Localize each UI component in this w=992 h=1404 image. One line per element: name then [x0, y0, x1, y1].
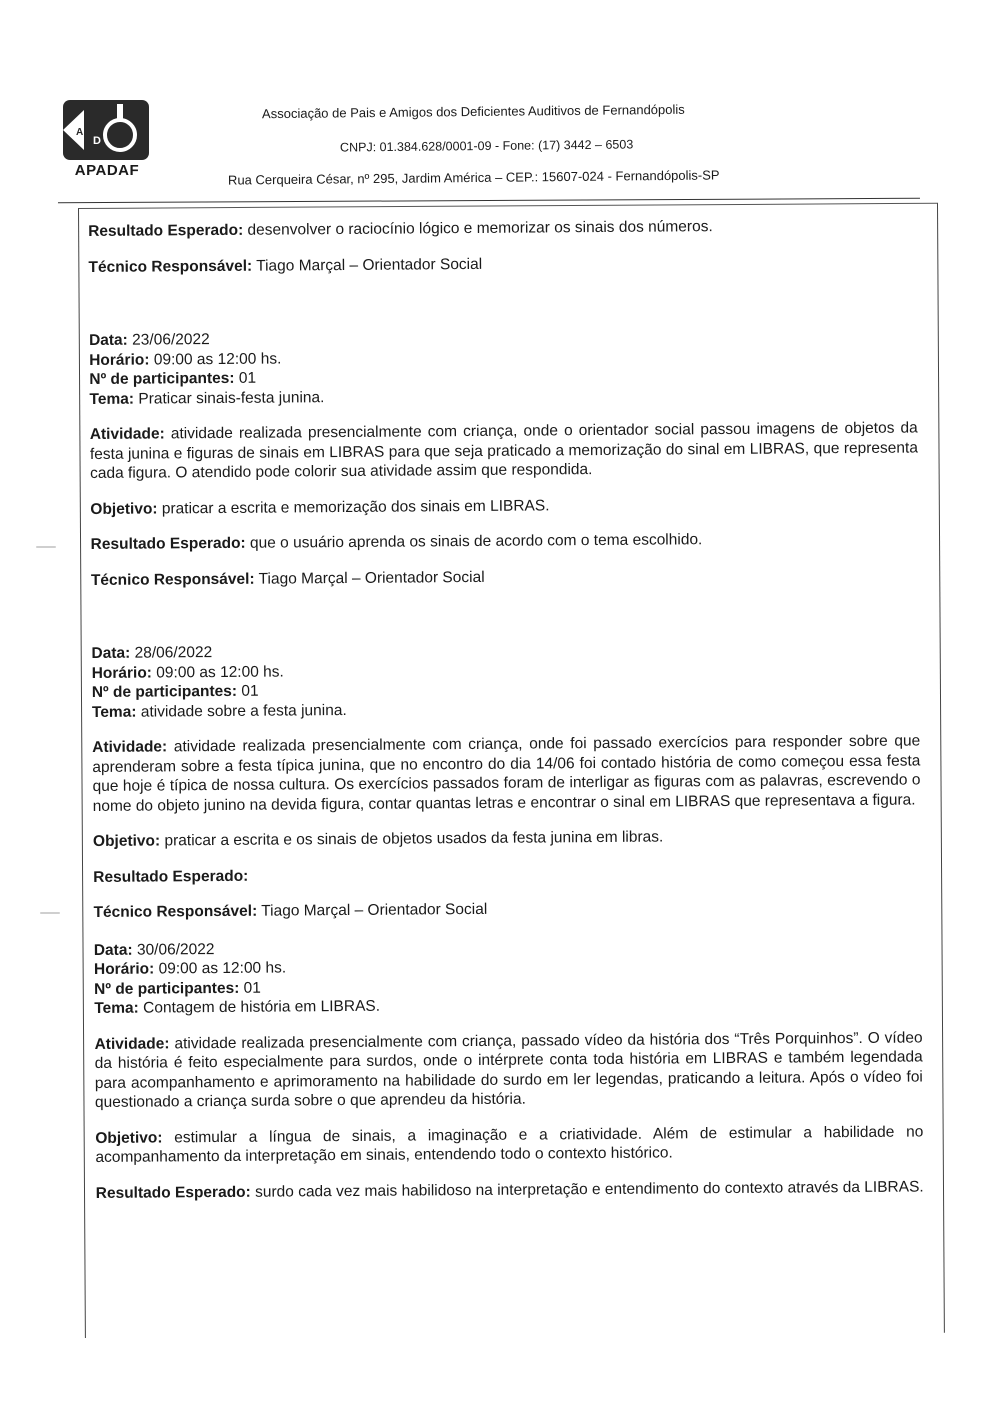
- entry-resultado: Resultado Esperado: que o usuário aprenda os sinais de acordo com o tema escolhido.: [90, 531, 703, 553]
- entry-horario: Horário: 09:00 as 12:00 hs.: [89, 349, 282, 369]
- entry-objetivo: Objetivo: estimular a língua de sinais, a imaginação e a criatividade. Além de estimular a habilidade no acompanhamento da interpretação em sinais, entendendo todo o contexto histórico.: [95, 1122, 924, 1166]
- activity-entry: [91, 637, 921, 922]
- entry-atividade: Atividade: atividade realizada presencialmente com criança, onde o orientador social passou imagens de objetos da festa junina e figuras de sinais em LIBRAS para que seja praticado a memorização do sinal em LIBRAS, que representa cada figura. O atendido pode colorir sua atividade assim que respondida.: [89, 419, 918, 482]
- activity-entry: [89, 324, 919, 589]
- entry-participantes: Nº de participantes: 01: [94, 979, 261, 998]
- org-address: Rua Cerqueira César, nº 295, Jardim América – CEP.: 15607-024 - Fernandópolis-SP: [227, 167, 720, 188]
- org-name: Associação de Pais e Amigos dos Deficientes Auditivos de Fernandópolis: [261, 101, 685, 122]
- report-content: [88, 201, 924, 1202]
- activity-entry: [94, 934, 924, 1203]
- entry-resultado: Resultado Esperado:: [93, 867, 249, 886]
- entry-tema: Tema: atividade sobre a festa junina.: [91, 701, 347, 721]
- entry-tecnico: Técnico Responsável: Tiago Marçal – Orientador Social: [93, 900, 488, 921]
- entry-objetivo: Objetivo: praticar a escrita e os sinais de objetos usados da festa junina em libras.: [92, 828, 664, 850]
- entry-tecnico: Técnico Responsável: Tiago Marçal – Orientador Social: [90, 568, 485, 589]
- apadaf-logo: [60, 100, 152, 180]
- svg-text:A: A: [76, 127, 84, 138]
- logo-text: APADAF: [74, 162, 140, 179]
- svg-text:D: D: [93, 135, 101, 147]
- entry-horario: Horário: 09:00 as 12:00 hs.: [91, 662, 284, 682]
- entry-atividade: Atividade: atividade realizada presencialmente com criança, onde foi passado exercícios para responder sobre que aprenderam sobre a festa típica junina, que no encontro do dia 14/06 foi contado história de como começou essa festa que hoje é típica de nossa cultura. Os exercícios passados foram de interligar as figuras com as palavras, escrevendo o nome do objeto junino na devida figura, contar quantas letras e encontrar o sinal em LIBRAS que representava a figura.: [92, 732, 921, 815]
- intro-tecnico: Técnico Responsável: Tiago Marçal – Orientador Social: [88, 255, 483, 276]
- entry-horario: Horário: 09:00 as 12:00 hs.: [93, 959, 287, 978]
- entry-participantes: Nº de participantes: 01: [89, 369, 257, 388]
- entry-resultado: Resultado Esperado: surdo cada vez mais habilidoso na interpretação e entendimento do contexto através da LIBRAS.: [95, 1177, 924, 1202]
- entry-atividade: Atividade: atividade realizada presencialmente com criança, passado vídeo da história dos “Três Porquinhos”. O vídeo da história é feito especialmente para surdos, onde o intérprete conta toda história em LIBRAS e também legendada para acompanhamento e aprimoramento na habilidade do surdo em ler legendas, praticando a leitura. Após o vídeo foi questionado a criança surda sobre o que aprendeu da história.: [94, 1028, 923, 1111]
- scan-mark: [40, 912, 60, 914]
- scan-mark: [36, 546, 56, 548]
- cnpj-phone: CNPJ: 01.384.628/0001-09 - Fone: (17) 3442 – 6503: [339, 137, 634, 155]
- entry-tema: Tema: Praticar sinais-festa junina.: [89, 388, 325, 408]
- intro-resultado: Resultado Esperado: desenvolver o raciocínio lógico e memorizar os sinais dos números.: [88, 218, 713, 240]
- entry-data: Data: 28/06/2022: [91, 644, 213, 662]
- entry-data: Data: 23/06/2022: [88, 331, 210, 349]
- entry-data: Data: 30/06/2022: [93, 940, 215, 959]
- entry-objetivo: Objetivo: praticar a escrita e memorização dos sinais em LIBRAS.: [90, 496, 550, 518]
- apadaf-logo-icon: [60, 100, 150, 162]
- entry-participantes: Nº de participantes: 01: [91, 682, 259, 701]
- entry-tema: Tema: Contagem de história em LIBRAS.: [94, 997, 381, 1017]
